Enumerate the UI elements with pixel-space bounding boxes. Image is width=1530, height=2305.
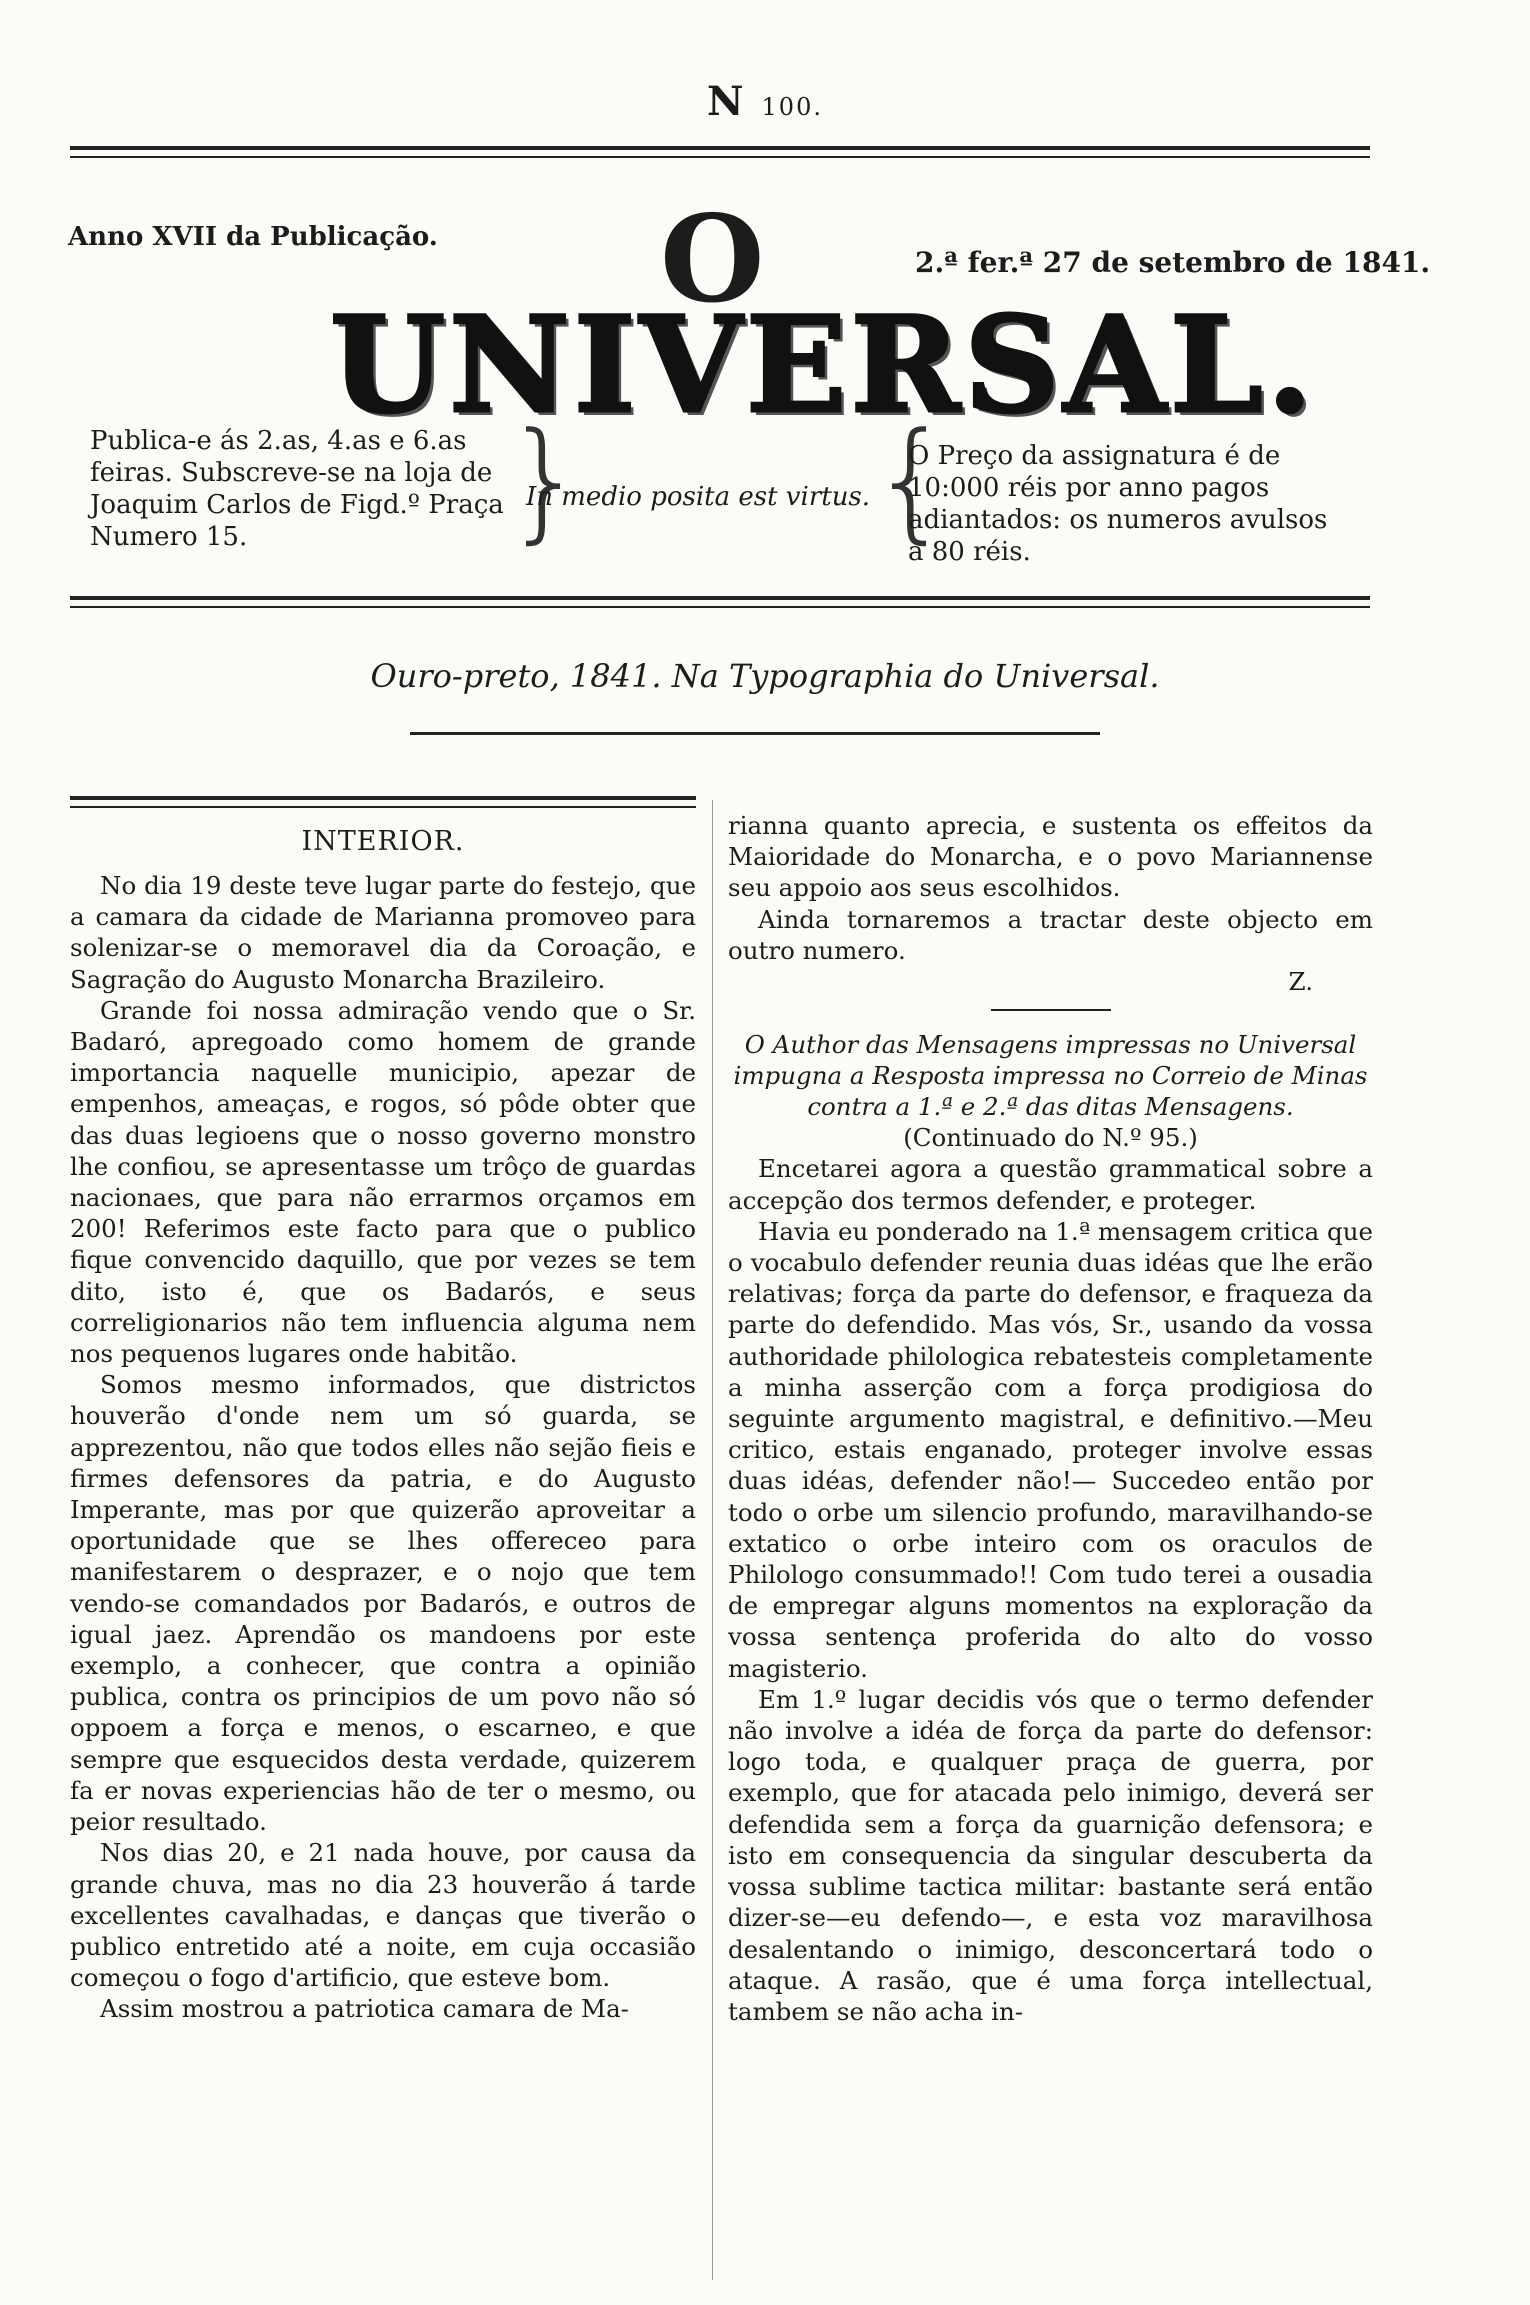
top-rule-2 <box>70 156 1370 158</box>
header-rule-2 <box>70 606 1370 608</box>
article-paragraph-2: Havia eu ponderado na 1.ª mensagem critica que o vocabulo defender reunia duas idéas que lhe erão relativas; força da parte do defensor, e fraqueza da parte do defendido. Mas vós, Sr., usando da vossa authoridade philologica rebatesteis completamente a minha asserção com a força prodigiosa do seguinte argumento magistral, e definitivo.—Meu critico, estais enganado, proteger involve essas duas idéas, defender não!— Succedeo então por todo o orbe um silencio profundo, maravilhando-se extatico o orbe inteiro com os oraculos de Philologo consummado!! Com tudo terei a ousadia de empregar alguns momentos na exploração da vossa sentença proferida do alto do vosso magisterio. <box>728 1216 1373 1683</box>
interior-continuation: rianna quanto aprecia, e sustenta os effeitos da Maioridade do Monarcha, e o povo Mariannense seu appoio aos seus escolhidos. <box>728 811 1373 903</box>
place-rule <box>410 732 1100 735</box>
left-bracket: } <box>504 404 587 556</box>
issue-date: 2.ª fer.ª 27 de setembro de 1841. <box>915 246 1431 279</box>
title-article: O <box>660 189 765 330</box>
article-paragraph-1: Encetarei agora a questão grammatical sobre a accepção dos termos defender, e proteger. <box>728 1154 1373 1215</box>
col1-rule-2 <box>70 806 696 808</box>
masthead-title: UNIVERSAL. <box>330 288 1317 443</box>
article-separator <box>991 1009 1111 1011</box>
interior-paragraph-2: Grande foi nossa admiração vendo que o Sr. Badaró, apregoado como homem de grande importancia naquelle municipio, apezar de empenhos, ameaças, e rogos, só pôde obter que das duas legioens que o nosso governo monstro lhe confiou, se apresentasse um trôço de guardas nacionaes, que para não errarmos orçamos em 200! Referimos este facto para que o publico fique convencido daquillo, que por vezes se tem dito, isto é, que os Badarós, e seus correligionarios não tem influencia alguma nem nos pequenos lugares onde habitão. <box>70 995 696 1369</box>
section-title-interior: INTERIOR. <box>301 826 465 857</box>
place-line: Ouro-preto, 1841. Na Typographia do Universal. <box>370 657 1160 695</box>
col1-rule-1 <box>70 796 696 800</box>
column-divider <box>712 800 713 2280</box>
price-info: O Preço da assignatura é de 10:000 réis por anno pagos adiantados: os numeros avulsos a 80 réis. <box>908 441 1328 567</box>
interior-paragraph-5: Assim mostrou a patriotica camara de Ma- <box>100 1994 629 2024</box>
interior-paragraph-4: Nos dias 20, e 21 nada houve, por causa da grande chuva, mas no dia 23 houverão á tarde excellentes cavalhadas, e danças que tiverão o publico entretido até a noite, em cuja occasião começou o fogo d'artificio, que esteve bom. <box>70 1838 696 1993</box>
right-bracket: { <box>870 404 953 556</box>
interior-paragraph-1: No dia 19 deste teve lugar parte do festejo, que a camara da cidade de Marianna promoveo para solenizar-se o memoravel dia da Coroação, e Sagração do Augusto Monarcha Brazileiro. <box>70 871 696 994</box>
issue-number <box>0 78 1530 125</box>
year-of-publication: Anno XVII da Publicação. <box>68 222 438 252</box>
motto: In medio posita est virtus. <box>526 482 871 512</box>
interior-column <box>70 870 696 2025</box>
article-heading: O Author das Mensagens impressas no Universal impugna a Resposta impressa no Correio de Minas contra a 1.ª e 2.ª das ditas Mensagens. <box>733 1030 1368 1122</box>
top-rule-1 <box>70 146 1370 150</box>
continued-note: (Continuado do N.º 95.) <box>903 1123 1198 1153</box>
publishing-info: Publica-e ás 2.as, 4.as e 6.as feiras. Subscreve-se na loja de Joaquim Carlos de Figd.º Praça Numero 15. <box>90 426 504 552</box>
interior-closing: Ainda tornaremos a tractar deste objecto em outro numero. <box>728 904 1373 965</box>
issue-number-label: N <box>707 78 746 125</box>
article-paragraph-3: Em 1.º lugar decidis vós que o termo defender não involve a idéa de força da parte do defensor: logo toda, e qualquer praça de guerra, por exemplo, que for atacada pelo inimigo, deverá ser defendida sem a força da guarnição defensora; e isto em consequencia da singular descuberta da vossa sublime tactica militar: bastante será então dizer-se—eu defendo—, e esta voz maravilhosa desalentando o inimigo, desconcertará todo o ataque. A rasão, que é uma força intellectual, tambem se não acha in- <box>728 1684 1373 2026</box>
interior-paragraph-3: Somos mesmo informados, que districtos houverão d'onde nem um só guarda, se apprezentou, não que todos elles não sejão fieis e firmes defensores da patria, e do Augusto Imperante, mas por que quizerão aproveitar a oportunidade que se lhes offereceo para manifestarem o desprazer, e o nojo que tem vendo-se comandados por Badarós, e outros de igual jaez. Aprendão os mandoens por este exemplo, a conhecer, que contra a opinião publica, contra os principios de um povo não só oppoem a força e menos, o escarneo, e que sempre que esquecidos desta verdade, quizerem fa er novas experiencias hão de ter o mesmo, ou peior resultado. <box>70 1370 696 1837</box>
signature: Z. <box>1288 967 1313 997</box>
header-rule-1 <box>70 596 1370 600</box>
issue-number-value: 100. <box>761 93 823 121</box>
second-column <box>728 810 1373 2027</box>
